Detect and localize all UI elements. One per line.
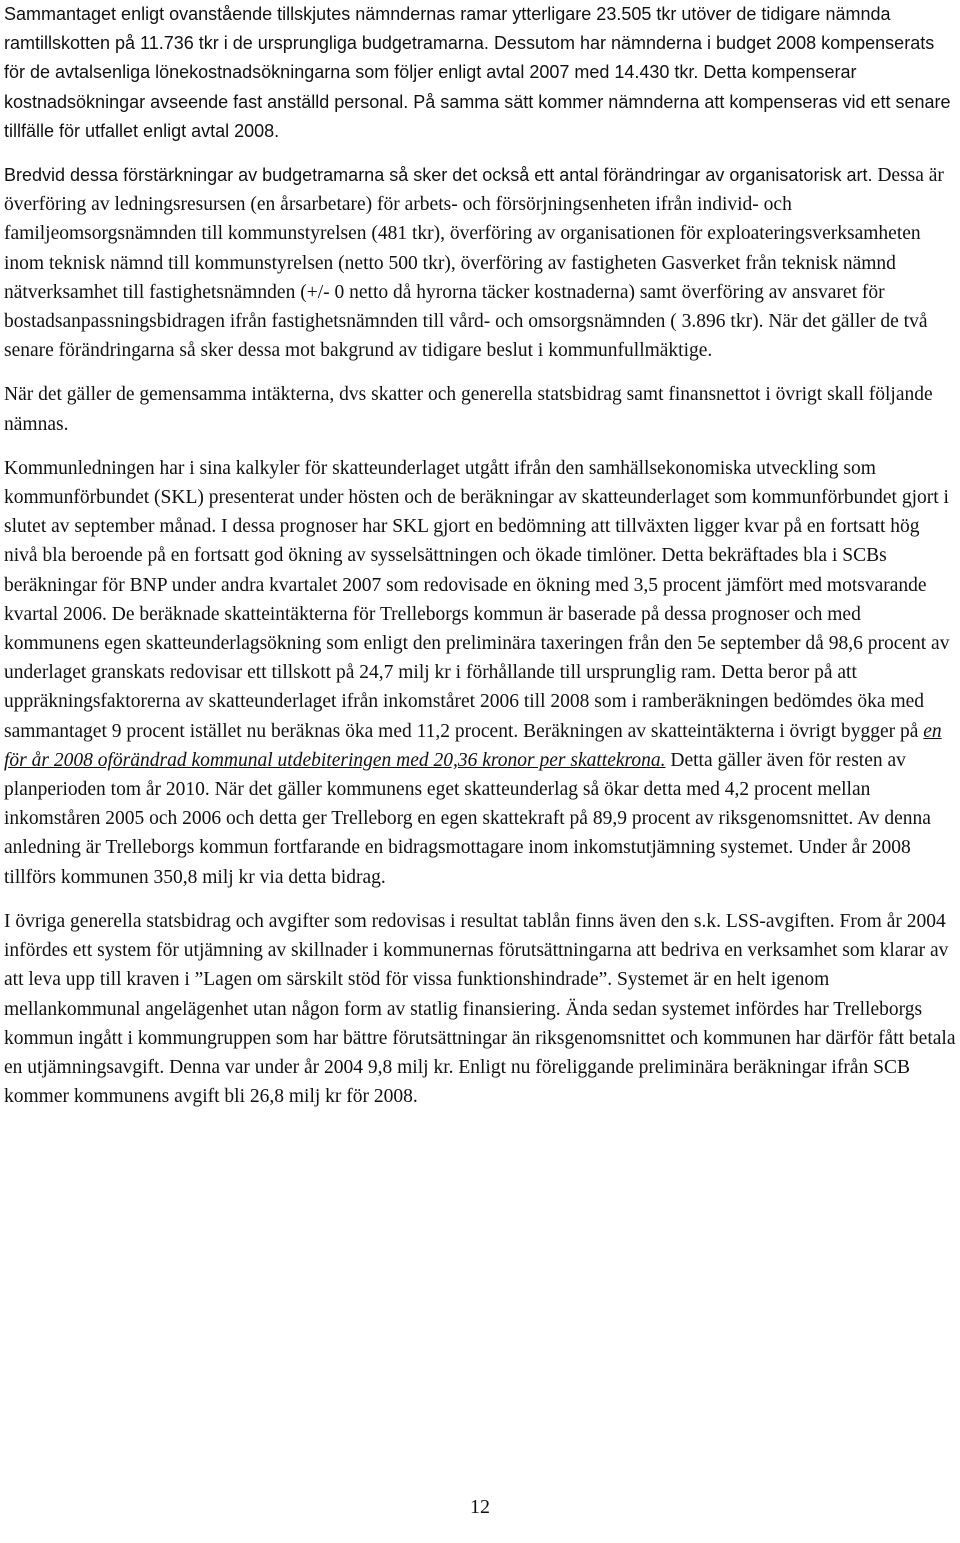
page-number: 12 — [470, 1496, 490, 1518]
paragraph-tax-base — [4, 454, 956, 892]
paragraph-tax-base-text-2: Detta gäller även för resten av planperioden tom år 2010. När det gäller kommunens eget skatteunderlag så ökar detta med 4,2 procent mellan inkomståren 2005 och 2006 och detta ger Trelleborg en egen skattekraft på 89,9 procent av riksgenomsnittet. Av denna anledning är Trelleborgs kommun fortfarande en bidragsmottagare inom inkomstutjämning systemet. Under år 2008 tillförs kommunen 350,8 milj kr via detta bidrag. — [4, 749, 931, 888]
paragraph-tax-base-text-1: Kommunledningen har i sina kalkyler för skatteunderlaget utgått ifrån den samhällsekonomiska utveckling som kommunförbundet (SKL) presenterat under hösten och de beräkningar av skatteunderlaget som kommunförbundet gjort i slutet av september månad. I dessa prognoser har SKL gjort en bedömning att tillväxten ligger kvar på en fortsatt hög nivå bla beroende på en fortsatt god ökning av sysselsättningen och ökade timlöner. Detta bekräftades bla i SCBs beräkningar för BNP under andra kvartalet 2007 som redovisade en ökning med 3,5 procent jämfört med motsvarande kvartal 2006. De beräknade skatteintäkterna för Trelleborgs kommun är baserade på dessa prognoser och med kommunens egen skatteunderlagsökning som enligt den preliminära taxeringen från den 5e september då 98,6 procent av underlaget granskats redovisar ett tillskott på 24,7 milj kr i förhållande till ursprunglig ram. Detta beror på att uppräkningsfaktorerna av skatteunderlaget ifrån inkomståret 2006 till 2008 som i ramberäkningen bedömdes öka med sammantaget 9 procent istället nu beräknas öka med 11,2 procent. Beräkningen av skatteintäkterna i övrigt bygger på — [4, 457, 950, 742]
paragraph-organisational-changes — [4, 161, 956, 365]
paragraph-lss-fee-text: I övriga generella statsbidrag och avgifter som redovisas i resultat tablån finns även den s.k. LSS-avgiften. From år 2004 infördes ett system för utjämning av skillnader i kommunernas förutsättningarna att bedriva en verksamhet som klarar av att leva upp till kraven i ”Lagen om särskilt stöd för vissa funktionshindrade”. Systemet är en helt igenom mellankommunal angelägenhet utan någon form av statlig finansiering. Ända sedan systemet infördes har Trelleborgs kommun ingått i kommungruppen som har bättre förutsättningar än riksgenomsnittet och kommunen har därför fått betala en utjämningsavgift. Denna var under år 2004 9,8 milj kr. Enligt nu föreliggande preliminära beräkningar ifrån SCB kommer kommunens avgift bli 26,8 milj kr för 2008. — [4, 910, 956, 1108]
paragraph-compensation — [4, 0, 956, 146]
document-body — [4, 0, 956, 1111]
paragraph-tax-base-emphasis: en för år 2008 oförändrad kommunal utdebiteringen med 20,36 kronor per skattekrona. — [4, 720, 942, 771]
paragraph-common-revenue-text: När det gäller de gemensamma intäkterna, dvs skatter och generella statsbidrag samt finansnettot i övrigt skall följande nämnas. — [4, 384, 933, 435]
paragraph-compensation-text: Sammantaget enligt ovanstående tillskjutes nämndernas ramar ytterligare 23.505 tkr utöver de tidigare nämnda ramtillskotten på 11.736 tkr i de ursprungliga budgetramarna. Dessutom har nämnderna i budget 2008 kompenserats för de avtalsenliga lönekostnadsökningarna som följer enligt avtal 2007 med 14.430 tkr. Detta kompenserar kostnadsökningar avseende fast anställd personal. På samma sätt kommer nämnderna att kompenseras vid ett senare tillfälle för utfallet enligt avtal 2008. — [4, 4, 951, 141]
paragraph-common-revenue — [4, 380, 956, 438]
paragraph-lss-fee — [4, 907, 956, 1111]
paragraph-organisational-changes-text: Dessa är överföring av ledningsresursen (en årsarbetare) för arbets- och försörjningsenheten ifrån individ- och familjeomsorgsnämnden till kommunstyrelsen (481 tkr), överföring av organisationen för exploateringsverksamheten inom teknisk nämnd till kommunstyrelsen (netto 500 tkr), överföring av fastigheten Gasverket från teknisk nämnd nätverksamhet till fastighetsnämnden (+/- 0 netto då hyrorna täcker kostnaderna) samt överföring av ansvaret för bostadsanpassningsbidragen ifrån fastighetsnämnden till vård- och omsorgsnämnden ( 3.896 tkr). När det gäller de två senare förändringarna så sker dessa mot bakgrund av tidigare beslut i kommunfullmäktige. — [4, 165, 944, 362]
paragraph-organisational-changes-lead: Bredvid dessa förstärkningar av budgetramarna så sker det också ett antal förändringar av organisatorisk art. — [4, 165, 873, 186]
